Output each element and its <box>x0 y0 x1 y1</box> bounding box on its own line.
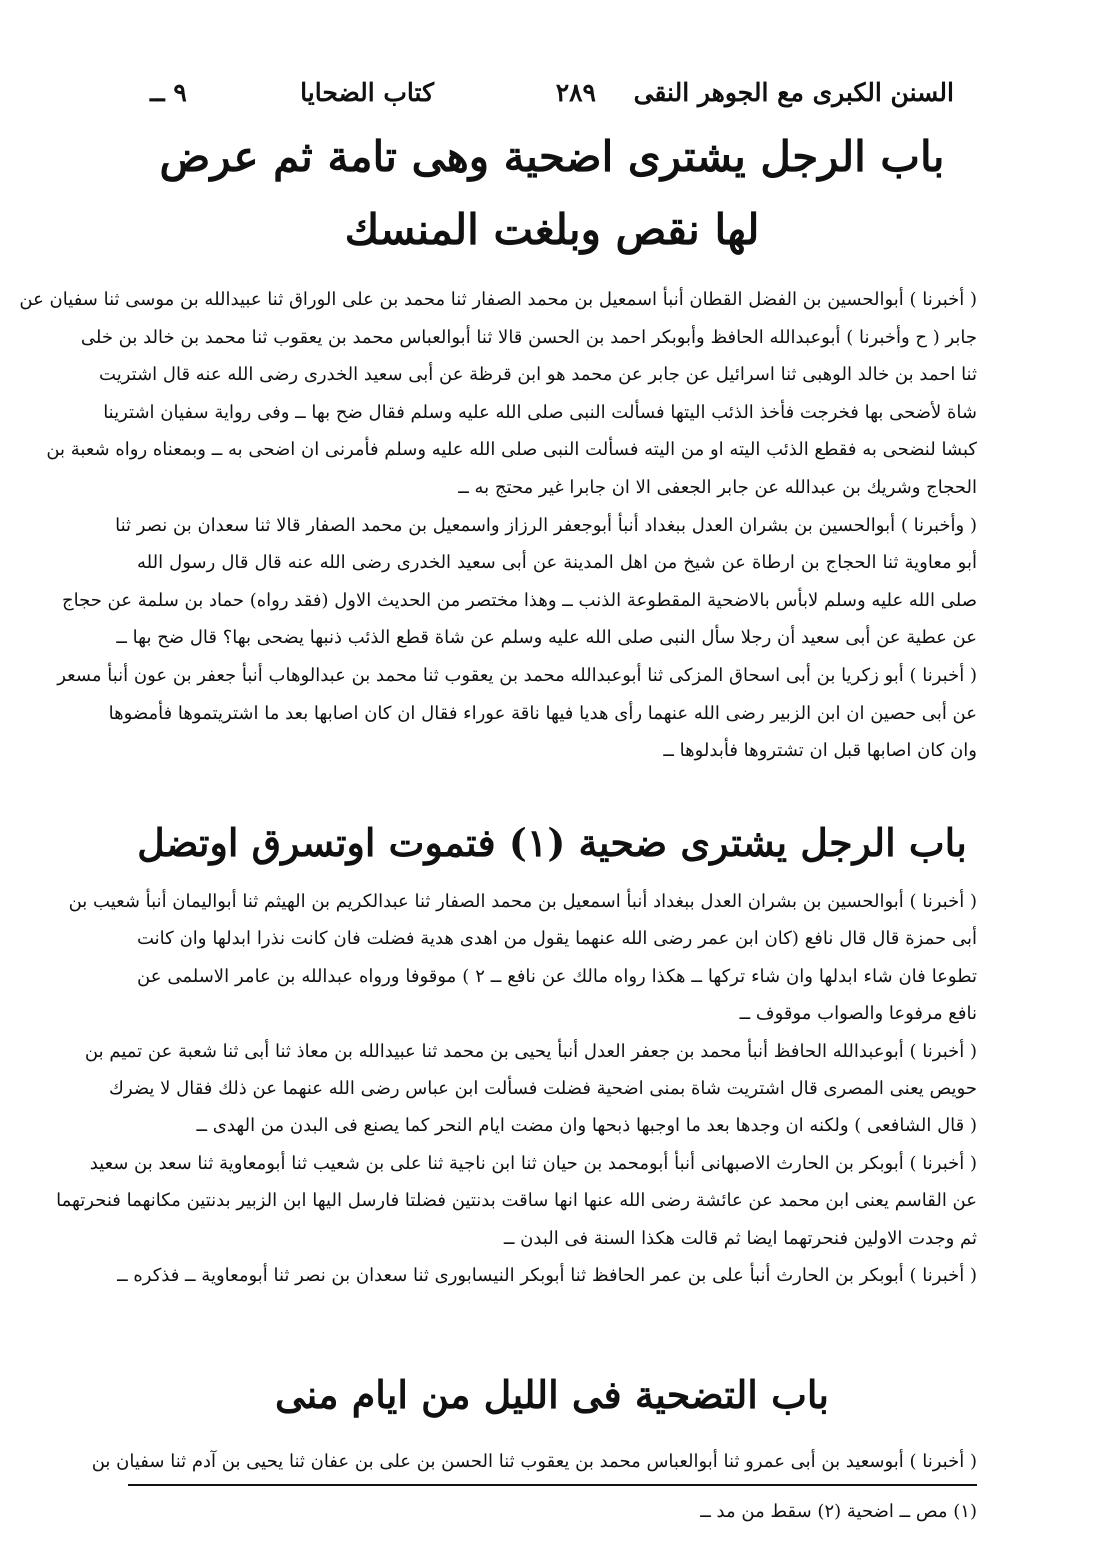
footnote-divider <box>128 1484 977 1486</box>
text-line: تطوعا فان شاء ابدلها وان شاء تركها ــ هكذا رواه مالك عن نافع ــ ٢ ) موقوفا ورواه عبدالله بن عامر الاسلمى عن <box>137 965 977 987</box>
text-line: أبو معاوية ثنا الحجاج بن ارطاة عن شيخ من اهل المدينة عن أبى سعيد الخدرى رضى الله عنه قال قال رسول الله <box>137 552 977 574</box>
text-line: أبى حمزة قال قال نافع (كان ابن عمر رضى الله عنهما يقول من اهدى هدية فضلت فان كانت نذرا ابدلها وان كانت <box>137 928 977 950</box>
section-heading-2: باب الرجل يشترى ضحية (١) فتموت اوتسرق اوتضل <box>137 820 967 865</box>
text-line: عن القاسم يعنى ابن محمد عن عائشة رضى الله عنها انها ساقت بدنتين فضلتا فارسل اليها ابن الزبير بدنتين مكانهما فنحرتهما <box>56 1190 977 1212</box>
text-line: ( أخبرنا ) أبوسعيد بن أبى عمرو ثنا أبوالعباس محمد بن يعقوب ثنا الحسن بن على بن عفان ثنا يحيى بن آدم ثنا سفيان بن <box>91 1451 977 1472</box>
text-line: ( أخبرنا ) أبو زكريا بن أبى اسحاق المزكى ثنا أبوعبدالله محمد بن يعقوب ثنا محمد بن عبدالوهاب أنبأ جعفر بن عون أنبأ مسعر <box>57 665 977 686</box>
text-line: صلى الله عليه وسلم لابأس بالاضحية المقطوعة الذنب ــ وهذا مختصر من الحديث الاول (فقد رواه) حماد بن سلمة عن حجاج <box>61 589 977 611</box>
text-line: ( قال الشافعى ) ولكنه ان وجدها بعد ما اوجبها ذبحها وان مضت ايام النحر كما يصنع فى البدن من الهدى ــ <box>196 1115 977 1137</box>
text-line: ثم وجدت الاولين فنحرتهما ايضا ثم قالت هكذا السنة فى البدن ــ <box>503 1227 977 1249</box>
text-line: ثنا احمد بن خالد الوهبى ثنا اسرائيل عن جابر عن محمد هو ابن قرظة عن أبى سعيد الخدرى رضى الله عنه قال اشتريت <box>99 364 977 386</box>
text-line: ( أخبرنا ) أبوالحسين بن بشران العدل ببغداد أنبأ اسمعيل بن محمد الصفار ثنا عبدالكريم بن الهيثم ثنا أبواليمان أنبأ شعيب بن <box>68 891 977 912</box>
text-line: شاة لأضحى بها فخرجت فأخذ الذئب اليتها فسألت النبى صلى الله عليه وسلم فقال ضح بها ــ وفى رواية سفيان اشترينا <box>103 401 977 423</box>
text-line: ( أخبرنا ) أبوبكر بن الحارث أنبأ على بن عمر الحافظ ثنا أبوبكر النيسابورى ثنا سعدان بن نصر ثنا أبومعاوية ــ فذكره ــ <box>117 1265 977 1286</box>
text-line: ( وأخبرنا ) أبوالحسين بن بشران العدل ببغداد أنبأ أبوجعفر الرزاز واسمعيل بن محمد الصفار قالا ثنا سعدان بن نصر ثنا <box>115 514 977 536</box>
section-heading-1-line-2: لها نقص وبلغت المنسك <box>344 205 760 254</box>
text-line: نافع مرفوعا والصواب موقوف ــ <box>739 1003 977 1025</box>
text-line: عن عطية عن أبى سعيد أن رجلا سأل النبى صلى الله عليه وسلم عن شاة قطع الذئب ذنبها يضحى بها؟ قال ضح بها ــ <box>116 627 977 649</box>
text-line: ( أخبرنا ) أبوالحسين بن الفضل القطان أنبأ اسمعيل بن محمد الصفار ثنا محمد بن على الوراق ثنا عبيدالله بن موسى ثنا سفيان عن <box>19 289 977 310</box>
section-heading-3: باب التضحية فى الليل من ايام منى <box>274 1372 830 1417</box>
text-line: ( أخبرنا ) أبوبكر بن الحارث الاصبهانى أنبأ أبومحمد بن حيان ثنا ابن ناجية ثنا على بن شعيب ثنا أبومعاوية ثنا سعد بن سعيد <box>89 1152 977 1174</box>
footnote: (١) مص ــ اضحية (٢) سقط من مد ــ <box>700 1501 977 1522</box>
text-line: ( أخبرنا ) أبوعبدالله الحافظ أنبأ محمد بن جعفر العدل أنبأ يحيى بن محمد ثنا عبيدالله بن معاذ ثنا أبى ثنا شعبة عن تميم بن <box>84 1040 977 1062</box>
running-header <box>150 78 954 118</box>
text-line: الحجاج وشريك بن عبدالله عن جابر الجعفى الا ان جابرا غير محتج به ــ <box>458 477 977 498</box>
text-line: عن أبى حصين ان ابن الزبير رضى الله عنهما رأى هديا فيها ناقة عوراء فقال ان كان اصابها بعد ما اشتريتموها فأمضوها <box>108 702 977 724</box>
book-title: السنن الكبرى مع الجوهر النقى <box>633 78 954 107</box>
chapter-title: كتاب الضحايا <box>300 78 434 107</box>
text-line: جابر ( ح وأخبرنا ) أبوعبدالله الحافظ وأبوبكر احمد بن الحسن قالا ثنا أبوالعباس محمد بن يعقوب ثنا محمد بن خالد بن خلى <box>80 326 977 348</box>
text-line: وان كان اصابها قبل ان تشتروها فأبدلوها ــ <box>663 740 977 762</box>
section-heading-1-line-1: باب الرجل يشترى اضحية وهى تامة ثم عرض <box>159 132 945 181</box>
text-line: كبشا لنضحى به فقطع الذئب اليته او من اليته فسألت النبى صلى الله عليه وسلم فأمرنى ان اضحى به ــ وبمعناه رواه شعبة بن <box>46 439 977 461</box>
text-line: حويص يعنى المصرى قال اشتريت شاة بمنى اضحية فضلت فسألت ابن عباس رضى الله عنهما عن ذلك فقال لا يضرك <box>109 1078 977 1099</box>
volume-number: ٩ ــ <box>150 78 187 107</box>
page-number: ٢٨٩ <box>555 78 596 107</box>
